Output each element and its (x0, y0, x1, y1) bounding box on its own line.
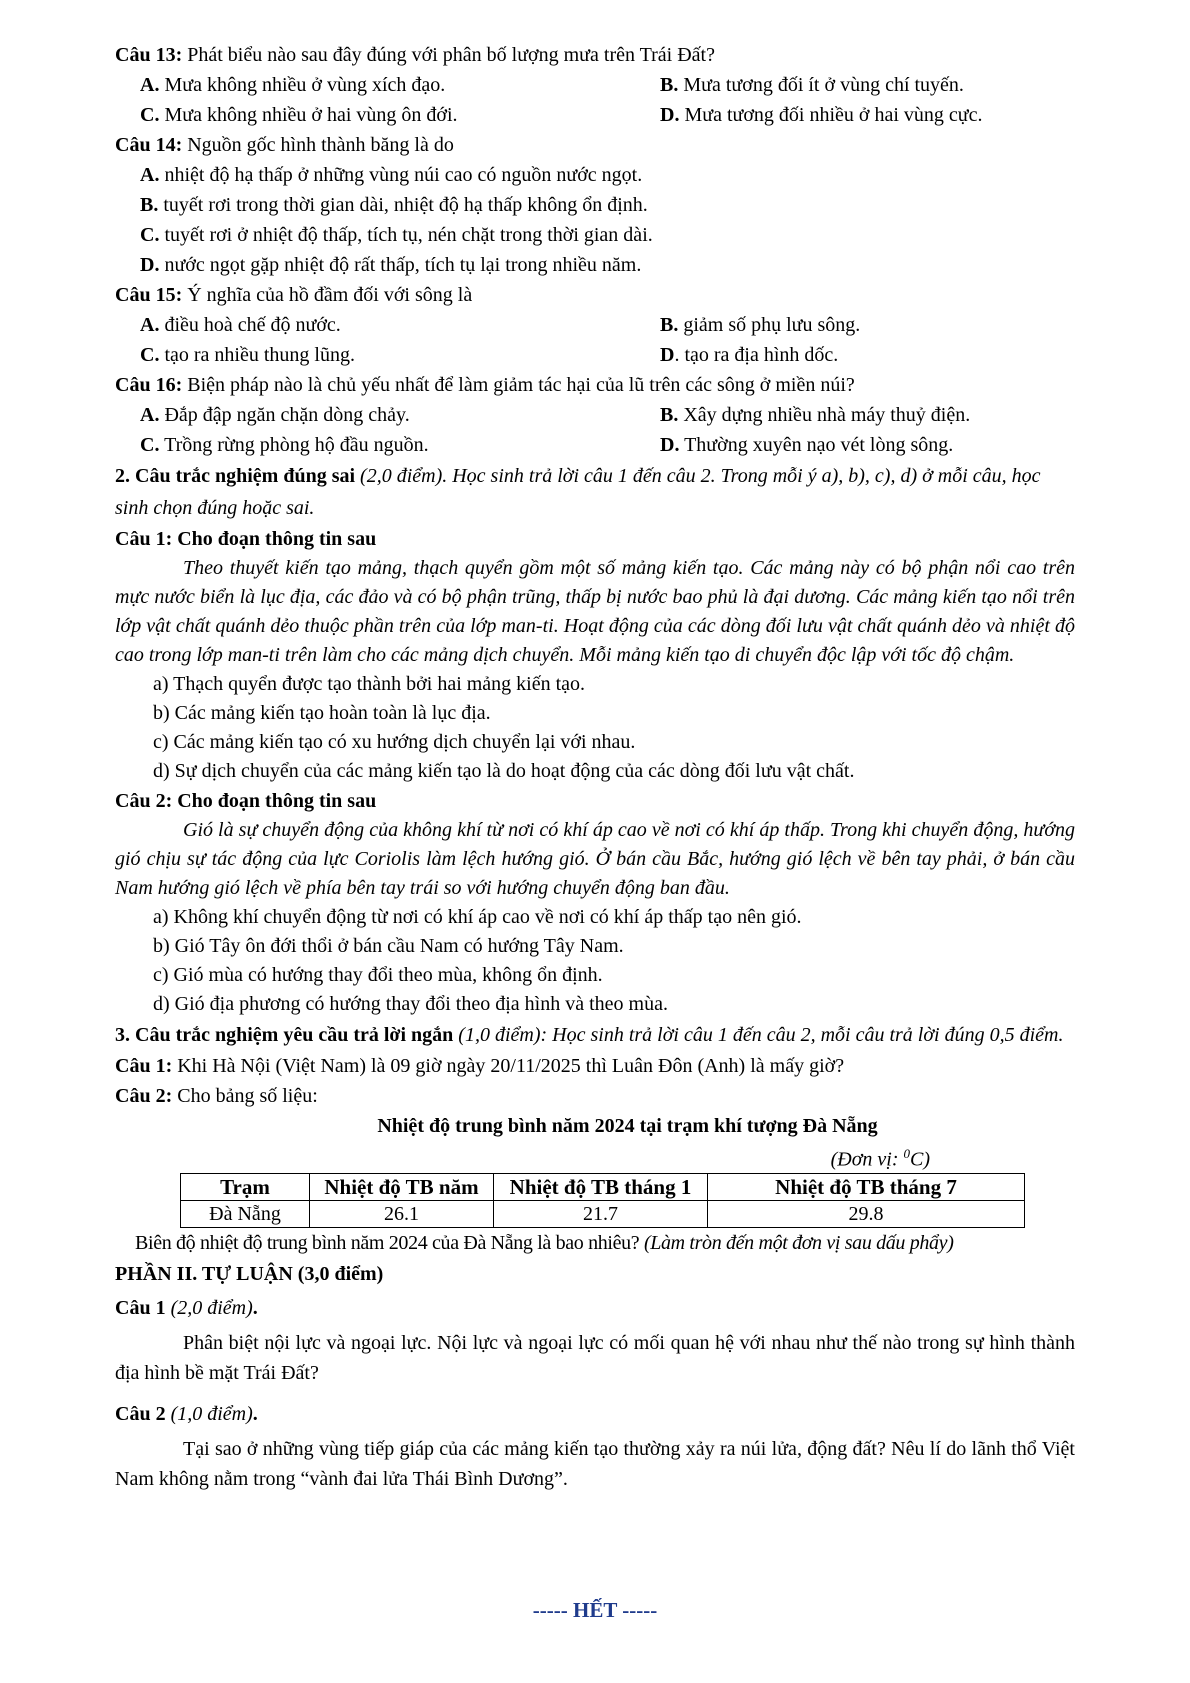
question-15: Câu 15: Ý nghĩa của hồ đầm đối với sông là (115, 284, 473, 306)
question-15-options (115, 310, 1075, 370)
option-b: B. tuyết rơi trong thời gian dài, nhiệt độ hạ thấp không ổn định. (140, 194, 648, 216)
statement-b: b) Gió Tây ôn đới thổi ở bán cầu Nam có hướng Tây Nam. (153, 935, 624, 957)
column-header: Nhiệt độ TB tháng 7 (708, 1173, 1025, 1200)
column-header: Trạm (181, 1173, 310, 1200)
essay-question-2: Câu 2 (1,0 điểm). (115, 1402, 258, 1425)
column-header: Nhiệt độ TB năm (310, 1173, 494, 1200)
essay-question-2-text: Tại sao ở những vùng tiếp giáp của các mảng kiến tạo thường xảy ra núi lửa, động đất? Nêu lí do lãnh thổ Việt Nam không nằm trong “vành đai lửa Thái Bình Dương”. (115, 1437, 1075, 1490)
statement-a: a) Thạch quyển được tạo thành bởi hai mảng kiến tạo. (153, 673, 586, 695)
essay-question-1: Câu 1 (2,0 điểm). (115, 1296, 258, 1319)
table-title: Nhiệt độ trung bình năm 2024 tại trạm khí tượng Đà Nẵng (377, 1115, 878, 1137)
option-d: D. Mưa tương đối nhiều ở hai vùng cực. (660, 104, 983, 126)
column-header: Nhiệt độ TB tháng 1 (494, 1173, 708, 1200)
exam-page (115, 40, 1075, 1494)
statement-c: c) Các mảng kiến tạo có xu hướng dịch chuyển lại với nhau. (153, 731, 636, 753)
table-header-row (181, 1173, 1025, 1200)
option-c: C. Mưa không nhiều ở hai vùng ôn đới. (140, 104, 458, 126)
option-d: D. nước ngọt gặp nhiệt độ rất thấp, tích tụ lại trong nhiều năm. (140, 254, 642, 276)
statement-a: a) Không khí chuyển động từ nơi có khí áp cao về nơi có khí áp thấp tạo nên gió. (153, 906, 802, 928)
section-true-false-heading: 2. Câu trắc nghiệm đúng sai (2,0 điểm). Học sinh trả lời câu 1 đến câu 2. Trong mỗi ý a), b), c), d) ở mỗi câu, học sinh chọn đúng hoặc sai. (115, 465, 1041, 519)
sa-question-2: Câu 2: Cho bảng số liệu: (115, 1085, 318, 1107)
option-d: D. tạo ra địa hình dốc. (660, 344, 839, 366)
table-cell: 26.1 (310, 1200, 494, 1227)
option-b: B. Mưa tương đối ít ở vùng chí tuyến. (660, 74, 964, 96)
table-cell: 21.7 (494, 1200, 708, 1227)
tf-question-2: Câu 2: Cho đoạn thông tin sau (115, 790, 377, 812)
statement-c: c) Gió mùa có hướng thay đổi theo mùa, không ổn định. (153, 964, 603, 986)
part-2-heading: PHẦN II. TỰ LUẬN (3,0 điểm) (115, 1262, 384, 1285)
table-row (181, 1200, 1025, 1227)
table-cell: Đà Nẵng (181, 1200, 310, 1227)
table-unit: (Đơn vị: $^0$C) (830, 1146, 930, 1171)
option-a: A. điều hoà chế độ nước. (140, 314, 341, 336)
question-16: Câu 16: Biện pháp nào là chủ yếu nhất để làm giảm tác hại của lũ trên các sông ở miền núi? (115, 374, 855, 396)
sa-question-2-prompt: Biên độ nhiệt độ trung bình năm 2024 của Đà Nẵng là bao nhiêu? (Làm tròn đến một đơn vị sau dấu phẩy) (135, 1231, 954, 1254)
option-c: C. Trồng rừng phòng hộ đầu nguồn. (140, 434, 429, 456)
table-cell: 29.8 (708, 1200, 1025, 1227)
essay-question-1-text: Phân biệt nội lực và ngoại lực. Nội lực và ngoại lực có mối quan hệ với nhau như thế nào trong sự hình thành địa hình bề mặt Trái Đất? (115, 1331, 1075, 1384)
statement-b: b) Các mảng kiến tạo hoàn toàn là lục địa. (153, 702, 491, 724)
sa-question-1: Câu 1: Khi Hà Nội (Việt Nam) là 09 giờ ngày 20/11/2025 thì Luân Đôn (Anh) là mấy giờ? (115, 1055, 845, 1077)
option-a: A. Mưa không nhiều ở vùng xích đạo. (140, 74, 446, 96)
tf-question-1: Câu 1: Cho đoạn thông tin sau (115, 528, 377, 550)
question-13-options (115, 70, 1075, 130)
question-13: Câu 13: Phát biểu nào sau đây đúng với phân bố lượng mưa trên Trái Đất? (115, 44, 715, 66)
option-c: C. tạo ra nhiều thung lũng. (140, 344, 355, 366)
temperature-table (180, 1173, 1025, 1228)
option-a: A. nhiệt độ hạ thấp ở những vùng núi cao có nguồn nước ngọt. (140, 164, 643, 186)
tf-question-1-passage: Theo thuyết kiến tạo mảng, thạch quyển gồm một số mảng kiến tạo. Các mảng này có bộ phận nổi cao trên mực nước biển là lục địa, các đảo và có bộ phận trũng, thấp bị nước bao phủ là đại dương. Các mảng kiến tạo nổi trên lớp vật chất quánh dẻo thuộc phần trên của lớp man-ti. Hoạt động của các dòng đối lưu vật chất quánh dẻo và nhiệt độ cao trong lớp man-ti trên làm cho các mảng dịch chuyển. Mỗi mảng kiến tạo di chuyển độc lập với tốc độ chậm. (115, 557, 1075, 666)
question-16-options (115, 400, 1075, 460)
question-14: Câu 14: Nguồn gốc hình thành băng là do (115, 134, 454, 156)
statement-d: d) Sự dịch chuyển của các mảng kiến tạo là do hoạt động của các dòng đối lưu vật chất. (153, 760, 855, 782)
option-b: B. giảm số phụ lưu sông. (660, 314, 861, 336)
option-d: D. Thường xuyên nạo vét lòng sông. (660, 434, 954, 456)
tf-question-2-passage: Gió là sự chuyển động của không khí từ nơi có khí áp cao về nơi có khí áp thấp. Trong khi chuyển động, hướng gió chịu sự tác động của lực Coriolis làm lệch hướng gió. Ở bán cầu Bắc, hướng gió lệch về bên tay phải, ở bán cầu Nam hướng gió lệch về phía bên tay trái so với hướng chuyển động ban đầu. (115, 819, 1075, 899)
section-short-answer-heading: 3. Câu trắc nghiệm yêu cầu trả lời ngắn (1,0 điểm): Học sinh trả lời câu 1 đến câu 2, mỗi câu trả lời đúng 0,5 điểm. (115, 1024, 1064, 1046)
option-b: B. Xây dựng nhiều nhà máy thuỷ điện. (660, 404, 971, 426)
option-c: C. tuyết rơi ở nhiệt độ thấp, tích tụ, nén chặt trong thời gian dài. (140, 224, 653, 246)
option-a: A. Đắp đập ngăn chặn dòng chảy. (140, 404, 410, 426)
statement-d: d) Gió địa phương có hướng thay đổi theo địa hình và theo mùa. (153, 993, 668, 1015)
end-marker: ----- HẾT ----- (532, 1598, 658, 1622)
